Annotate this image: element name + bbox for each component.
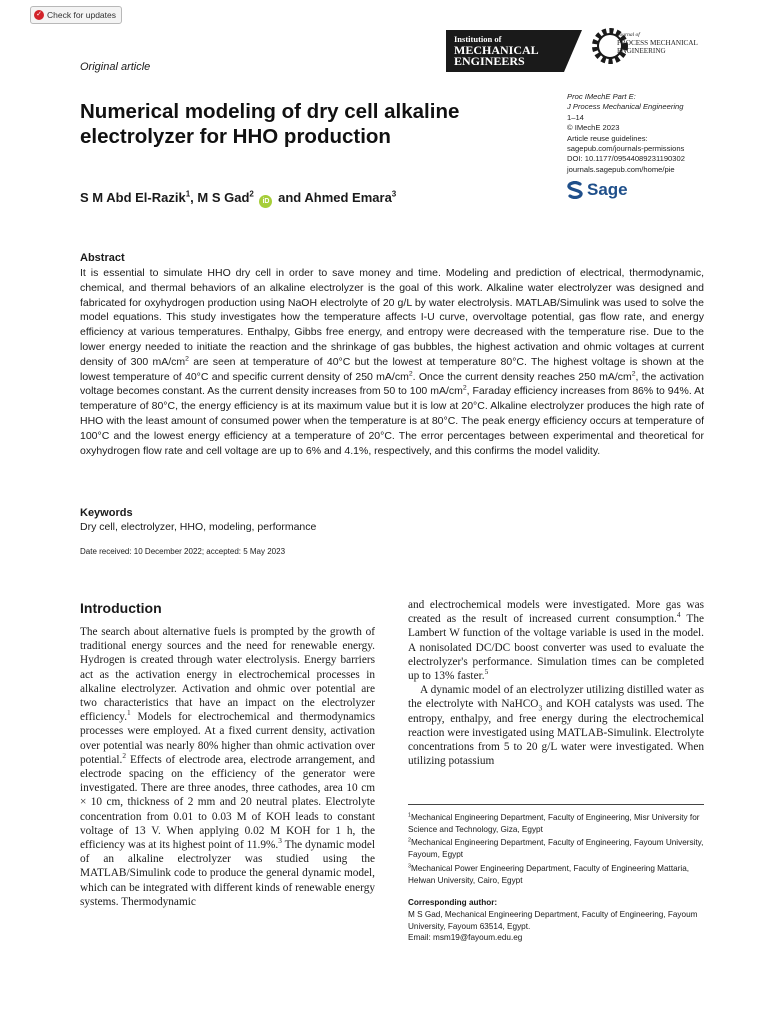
affiliation-1-number: 1 — [408, 812, 411, 819]
abstract-part-1: It is essential to simulate HHO dry cell in order to save money and time. Modeling and prediction of electrical, thermodynamic, chemical, and thermal behaviors of an alkaline electrolyzer is the goal of this work. Alkaline water electrolyzer was designed and fabricated for oxyhydrogen production using NaOH electrolyte of 20 g/L by water electrolysis. MATLAB/Simulink was used to solve the model equations. This study investigates how the temperature affects I-U curve, overvoltage potential, gas flow rate, and energy efficiency at various temperatures. Enthalpy, Gibbs free energy, and entropy were decreased with the temperature rise. Due to the lower energy needed to initiate the reaction and the shrinkage of gas bubbles, the highest activation and ohmic voltages at current density of 300 mA/cm — [80, 267, 704, 368]
citation-3-link[interactable]: 3 — [278, 836, 282, 846]
meta-pages: 1–14 — [567, 112, 584, 122]
intro-paragraph-1 — [80, 625, 375, 909]
intro-text-1d: The dynamic model of an alkaline electrolyzer was studied using the MATLAB/Simulink code to produce the general dynamic model, which can be integrated with different kinds of renewable energy systems. Thermodynamic — [80, 839, 376, 908]
citation-4-link[interactable]: 4 — [676, 610, 681, 620]
keywords-list: Dry cell, electrolyzer, HHO, modeling, performance — [80, 521, 317, 533]
author-2: M S Gad — [197, 190, 250, 205]
meta-journal-name: J Process Mechanical Engineering — [567, 102, 684, 112]
abstract-sq-4: 2 — [462, 384, 467, 392]
intro-text-2b: The Lambert W function of the voltage variable is used in the model. A nonisolated DC/DC boost converter was used to evaluate the electrolyzer's performance. Simulation times can be completed up to 13% faster. — [408, 613, 704, 683]
author-3-affil: 3 — [391, 189, 397, 199]
abstract-body — [80, 266, 704, 458]
update-icon: ✓ — [34, 10, 44, 20]
author-3: Ahmed Emara — [304, 190, 392, 205]
intro-column-2 — [408, 598, 704, 768]
meta-doi-link[interactable]: DOI: 10.1177/09544089231190302 — [567, 154, 685, 164]
logo-line-3: ENGINEERS — [454, 54, 525, 68]
abstract-sq-1: 2 — [185, 355, 189, 363]
author-2-affil: 2 — [249, 189, 254, 199]
meta-reuse: Article reuse guidelines: — [567, 133, 648, 143]
orcid-icon[interactable]: iD — [259, 195, 272, 208]
abstract-part-2: are seen at temperature of 40°C but the lowest at temperature 80°C. The highest voltage is shown at the lowest temperature of 40°C and specific current density of 250 mA/cm — [80, 355, 704, 383]
logo-line-2: MECHANICAL — [454, 43, 539, 57]
abstract-sq-2: 2 — [408, 370, 413, 378]
journal-logo-line2: ENGINEERING — [617, 47, 666, 56]
intro-text-1a: The search about alternative fuels is prompted by the growth of traditional energy sources and the need for renewable energy. Hydrogen is created through water electrolysis. Energy barriers act as the activation energy in electrochemical processes in alkaline electrolyzer. Activation and ohmic over potential are two characteristics that have an impact on the electrolyzer efficiency. — [80, 626, 375, 724]
author-list: S M Abd El-Razik$^1$, M S Gad$^2$ iD and Ahmed Emara$^3$ — [80, 190, 396, 208]
article-type: Original article — [80, 61, 151, 73]
check-for-updates-button[interactable] — [30, 6, 122, 24]
imeche-logo — [446, 30, 582, 72]
affiliation-3 — [408, 863, 708, 886]
check-for-updates-label: Check for updates — [47, 10, 116, 20]
abstract-part-5: , Faraday efficiency increases from 86% to 94%. At temperature of 80°C, the energy efficiency is at its maximum value but it is low at 20°C. Alkaline electrolyzer produces the high rate of HHO with the least amount of consumed power when the temperature is at 80°C. The peak energy efficiency occurs at temperature of 100°C and the lowest energy efficiency at a temperature of 20°C. The error percentages between experimental and theoretical for oxyhydrogen flow rate and cell voltage are up to 6% and 4.1%, respectively, and this confirms the model validity. — [80, 385, 704, 457]
sage-s-icon — [567, 181, 583, 199]
affiliation-2 — [408, 837, 708, 860]
footnote-divider — [408, 804, 704, 805]
intro-column-1 — [80, 625, 375, 909]
intro-paragraph-3 — [408, 683, 704, 768]
affiliation-3-text: Mechanical Power Engineering Department, Faculty of Engineering Mattaria, Helwan University, Cairo, Egypt — [408, 863, 690, 885]
affiliation-1-text: Mechanical Engineering Department, Faculty of Engineering, Misr University for Science and Technology, Giza, Egypt — [408, 813, 700, 834]
corresponding-address: M S Gad, Mechanical Engineering Department, Faculty of Engineering, Fayoum University, Fayoum 63514, Egypt. — [408, 910, 698, 931]
intro-text-2a: and electrochemical models were investigated. More gas was created as the result of increased current consumption. — [408, 599, 704, 626]
sage-logo — [567, 180, 628, 200]
citation-1-link[interactable]: 1 — [127, 708, 131, 718]
affiliation-3-number: 3 — [408, 863, 411, 870]
intro-text-1c: Effects of electrode area, electrode arrangement, and electrode spacing on the efficiency of the generator were investigated. There are three anodes, three cathodes, area 10 cm × 10 cm, thickness of 2 mm and 20 neutral plates. Electrolyte concentration from 0.01 to 0.03 M of KOH leads to constant voltage of 13 V. When applying 0.02 M KOH for 1 h, the efficiency was at its highest point of 11.9%. — [80, 753, 375, 852]
intro-text-2c: A dynamic model of an electrolyzer utilizing distilled water as the electrolyte with NaHCO — [408, 684, 704, 711]
nahco3-subscript: 3 — [538, 703, 543, 713]
sage-logo-text: Sage — [587, 180, 628, 199]
date-received: Date received: 10 December 2022; accepted: 5 May 2023 — [80, 547, 286, 556]
affiliation-1 — [408, 812, 708, 835]
journal-logo-line1: PROCESS MECHANICAL — [617, 39, 698, 48]
paper-title: Numerical modeling of dry cell alkaline electrolyzer for HHO production — [80, 100, 460, 148]
affiliation-2-number: 2 — [408, 837, 411, 844]
journal-logo-text — [617, 31, 698, 56]
introduction-heading: Introduction — [80, 600, 162, 616]
citation-2-link[interactable]: 2 — [122, 751, 127, 761]
intro-text-1b: Models for electrochemical and thermodynamics processes were employed. At a fixed current density, activation over potential was nearly 80% higher than ohmic activation over potential. — [80, 711, 375, 766]
corresponding-author — [408, 909, 708, 944]
meta-copyright: © IMechE 2023 — [567, 123, 620, 133]
citation-5-link[interactable]: 5 — [484, 667, 489, 677]
affiliations — [408, 812, 708, 888]
abstract-part-4: , the activation voltage becomes constant. As the current density increases from 50 to 100 mA/cm — [80, 370, 704, 398]
intro-text-2d: and KOH catalysts was used. The entropy, enthalpy, and free energy during the electrochemical reaction were investigated using MATLAB-Simulink. Electrolyte concentrations from 5 to 20 g/L water were investigated. When utilizing potassium — [408, 698, 704, 768]
corresponding-author-heading: Corresponding author: — [408, 898, 498, 907]
author-1-affil: 1 — [185, 189, 191, 199]
author-1: S M Abd El-Razik — [80, 190, 186, 205]
meta-homepage-link[interactable]: journals.sagepub.com/home/pie — [567, 164, 675, 174]
meta-journal-part: Proc IMechE Part E: — [567, 92, 636, 101]
journal-logo-small: Journal of — [617, 32, 640, 38]
intro-paragraph-2 — [408, 598, 704, 683]
journal-meta — [567, 92, 685, 175]
author-conjunction: and — [278, 190, 302, 205]
affiliation-2-text: Mechanical Engineering Department, Faculty of Engineering, Fayoum University, Fayoum, Egypt — [408, 838, 704, 860]
abstract-part-3: . Once the current density reaches 250 mA/cm — [412, 370, 632, 383]
meta-permissions-link[interactable]: sagepub.com/journals-permissions — [567, 144, 685, 154]
keywords-heading: Keywords — [80, 507, 133, 519]
corresponding-email-link[interactable]: Email: msm19@fayoum.edu.eg — [408, 933, 523, 943]
abstract-sq-3: 2 — [631, 370, 636, 378]
abstract-heading: Abstract — [80, 252, 125, 264]
logo-line-1: Institution of — [454, 34, 502, 44]
